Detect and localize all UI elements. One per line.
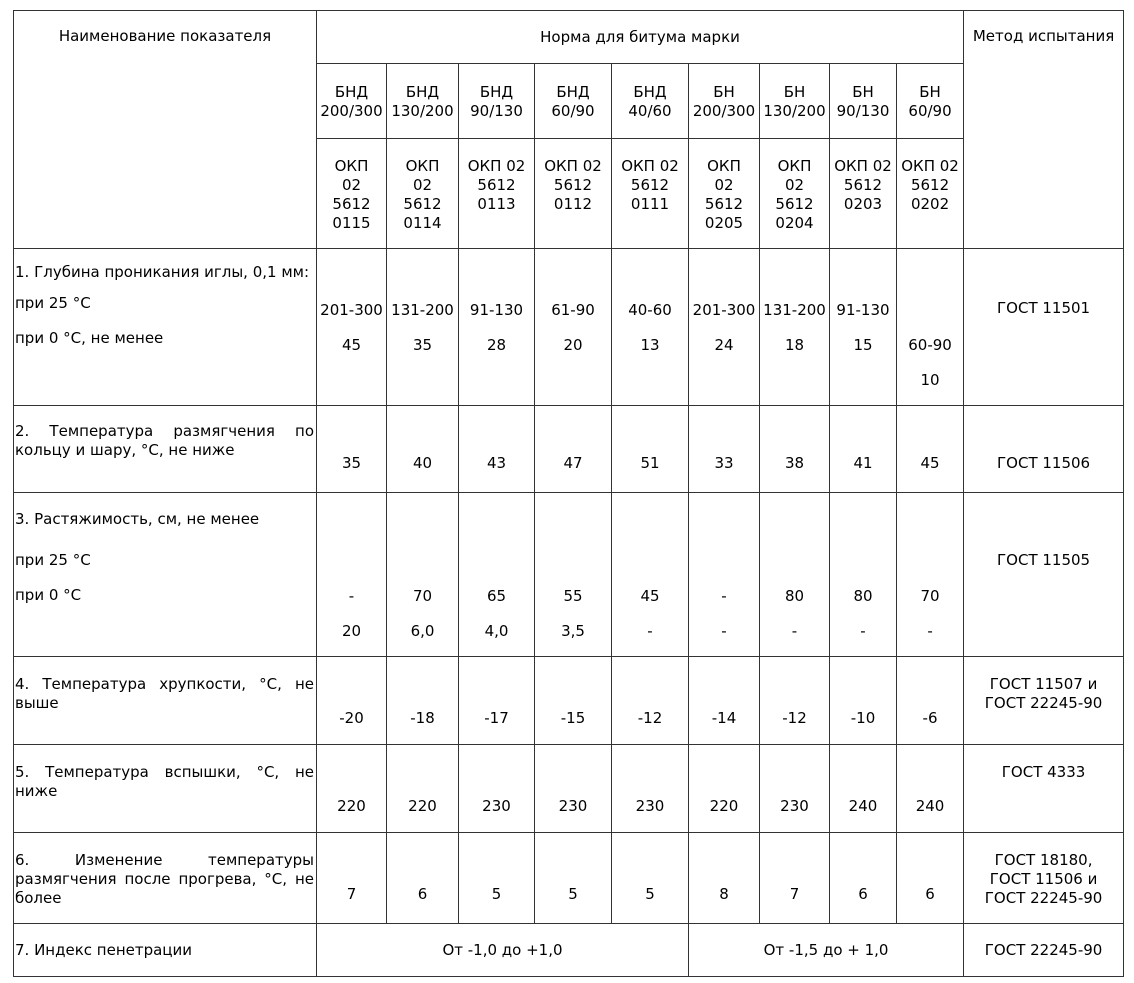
value-cell: -15 [535,657,612,745]
value-cell: 8 [689,833,760,924]
value-cell: 220 [317,745,387,833]
value-cell: 33 [689,406,760,493]
value-cell: - 20 [317,493,387,657]
row-description: 6. Изменение температуры размягчения после прогрева, °С, не более [14,833,317,924]
header-row-1 [14,11,1124,64]
grade-cell: БНД 200/300 [317,64,387,139]
row-description: 3. Растяжимость, см, не менее при 25 °С при 0 °С [14,493,317,657]
value-cell: 41 [830,406,897,493]
grade-cell: БН 130/200 [760,64,830,139]
value-cell: -18 [387,657,459,745]
value-cell: 91-130 28 [459,249,535,406]
table-row [14,924,1124,977]
okp-cell: ОКП 02 5612 0204 [760,139,830,249]
value-cell: 40 [387,406,459,493]
value-cell: 240 [897,745,964,833]
okp-cell: ОКП 02 5612 0202 [897,139,964,249]
method-cell: ГОСТ 18180, ГОСТ 11506 и ГОСТ 22245-90 [964,833,1124,924]
row-description: 7. Индекс пенетрации [14,924,317,977]
value-cell: 5 [612,833,689,924]
value-cell: 40-60 13 [612,249,689,406]
table-row [14,833,1124,924]
table-row [14,493,1124,657]
value-cell: 51 [612,406,689,493]
okp-cell: ОКП 02 5612 0113 [459,139,535,249]
method-cell: ГОСТ 11506 [964,406,1124,493]
row-description: 5. Температура вспышки, °С, не ниже [14,745,317,833]
value-cell: - - [689,493,760,657]
okp-cell: ОКП 02 5612 0111 [612,139,689,249]
method-cell: ГОСТ 4333 [964,745,1124,833]
value-cell: 240 [830,745,897,833]
value-cell: -6 [897,657,964,745]
okp-cell: ОКП 02 5612 0205 [689,139,760,249]
header-method: Метод испытания [964,11,1124,249]
value-cell: 5 [459,833,535,924]
value-cell: -12 [612,657,689,745]
value-cell: 61-90 20 [535,249,612,406]
method-cell: ГОСТ 11505 [964,493,1124,657]
value-cell: 47 [535,406,612,493]
value-cell: 43 [459,406,535,493]
value-cell: 70 - [897,493,964,657]
okp-cell: ОКП 02 5612 0203 [830,139,897,249]
value-cell: 65 4,0 [459,493,535,657]
okp-cell: ОКП 02 5612 0114 [387,139,459,249]
row-description: 1. Глубина проникания иглы, 0,1 мм: при 25 °С при 0 °С, не менее [14,249,317,406]
value-cell: 70 6,0 [387,493,459,657]
row-description: 2. Температура размягчения по кольцу и шару, °С, не ниже [14,406,317,493]
bnd-range-cell: От -1,0 до +1,0 [317,924,689,977]
okp-cell: ОКП 02 5612 0112 [535,139,612,249]
table-row [14,406,1124,493]
value-cell: 91-130 15 [830,249,897,406]
value-cell: 7 [317,833,387,924]
value-cell: 38 [760,406,830,493]
value-cell: -17 [459,657,535,745]
value-cell: 80 - [760,493,830,657]
value-cell: 201-300 24 [689,249,760,406]
value-cell: 5 [535,833,612,924]
value-cell: 6 [897,833,964,924]
grade-cell: БН 90/130 [830,64,897,139]
value-cell: 55 3,5 [535,493,612,657]
value-cell: 230 [760,745,830,833]
value-cell: 220 [689,745,760,833]
value-cell: 230 [459,745,535,833]
value-cell: 230 [535,745,612,833]
bitumen-spec-table [13,10,1124,977]
value-cell: 60-90 10 [897,249,964,406]
grade-cell: БН 200/300 [689,64,760,139]
value-cell: 80 - [830,493,897,657]
value-cell: 45 [897,406,964,493]
method-cell: ГОСТ 11507 и ГОСТ 22245-90 [964,657,1124,745]
header-indicator: Наименование показателя [14,11,317,249]
value-cell: 6 [830,833,897,924]
grade-cell: БНД 130/200 [387,64,459,139]
value-cell: 131-200 35 [387,249,459,406]
value-cell: -10 [830,657,897,745]
value-cell: -20 [317,657,387,745]
value-cell: 220 [387,745,459,833]
value-cell: 35 [317,406,387,493]
row-description: 4. Температура хрупкости, °С, не выше [14,657,317,745]
grade-cell: БН 60/90 [897,64,964,139]
value-cell: 45 - [612,493,689,657]
value-cell: 7 [760,833,830,924]
value-cell: 131-200 18 [760,249,830,406]
grade-cell: БНД 60/90 [535,64,612,139]
grade-cell: БНД 90/130 [459,64,535,139]
value-cell: 230 [612,745,689,833]
okp-cell: ОКП 02 5612 0115 [317,139,387,249]
method-cell: ГОСТ 11501 [964,249,1124,406]
method-cell: ГОСТ 22245-90 [964,924,1124,977]
table-row [14,249,1124,406]
table-row [14,657,1124,745]
value-cell: -14 [689,657,760,745]
bn-range-cell: От -1,5 до + 1,0 [689,924,964,977]
grade-cell: БНД 40/60 [612,64,689,139]
header-norm: Норма для битума марки [317,11,964,64]
table-row [14,745,1124,833]
value-cell: -12 [760,657,830,745]
value-cell: 6 [387,833,459,924]
value-cell: 201-300 45 [317,249,387,406]
